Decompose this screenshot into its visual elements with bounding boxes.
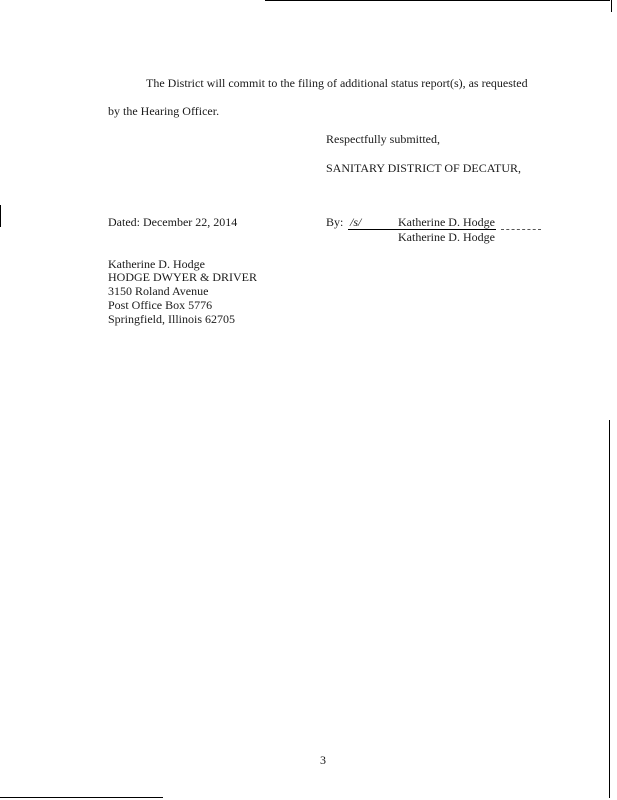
signature-slash: /s/ — [350, 215, 362, 229]
by-label: By: — [326, 215, 344, 229]
paragraph-line-1: The District will commit to the filing of additional status report(s), as requested — [146, 76, 528, 90]
address-box: Post Office Box 5776 — [108, 298, 213, 312]
address-city: Springfield, Illinois 62705 — [108, 312, 235, 326]
bottom-edge-line — [0, 797, 163, 798]
signer-signed-name: Katherine D. Hodge — [398, 215, 495, 229]
address-firm: HODGE DWYER & DRIVER — [108, 270, 257, 284]
left-edge-tick — [0, 205, 1, 227]
page-number: 3 — [320, 753, 326, 767]
dated-line: Dated: December 22, 2014 — [108, 215, 238, 229]
respectfully-submitted: Respectfully submitted, — [326, 132, 440, 146]
address-name: Katherine D. Hodge — [108, 257, 205, 271]
paragraph-line-2: by the Hearing Officer. — [108, 104, 220, 118]
signer-printed-name: Katherine D. Hodge — [398, 230, 495, 244]
right-edge-line — [609, 420, 610, 798]
right-edge-mark-top — [611, 0, 612, 12]
party-name: SANITARY DISTRICT OF DECATUR, — [326, 161, 522, 175]
signature-dotted-line — [501, 229, 541, 230]
top-edge-line — [265, 0, 610, 1]
address-street: 3150 Roland Avenue — [108, 284, 209, 298]
